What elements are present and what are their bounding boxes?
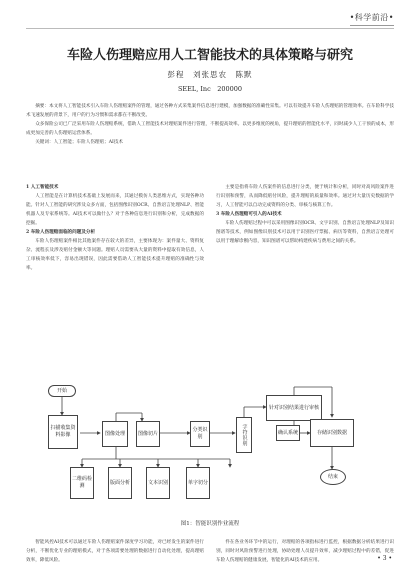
abstract xyxy=(26,102,394,147)
page-number: • 3 • xyxy=(377,555,392,562)
node-confirm: 确认系统 xyxy=(276,425,300,441)
paragraph: 件在各业务环节中的运行，对理赔的各项指标进行监控，根据数据分析结果进行识别，同时对风险预警进行处理，协助处理人员提升效率，减少理赔过程中的差错，促进车险人伤理赔的健康发展，智能化的AI技术的应用。 xyxy=(216,540,394,563)
node-end: 结束 xyxy=(320,469,346,485)
node-qr-detect: 二维码检测 xyxy=(70,467,94,499)
node-char-rec: 字符识别 xyxy=(236,417,252,453)
bottom-left-column xyxy=(26,538,204,565)
keywords: 关键词：人工智能；车险人伤理赔；AI技术 xyxy=(35,140,124,145)
article-title: 车险人伤理赔应用人工智能技术的具体策略与研究 xyxy=(66,48,353,63)
paragraph: 车险人伤理赔过程中可以采用图像识别OCR、文字识别、自然语言处理NLP及知识图谱等技术，例如图像识别技术可以用于识别医疗票据、病历等资料，自然语言处理可以用于理解诊断内容，知识图谱可以帮助构建疾病与费用之间的关系。 xyxy=(216,221,394,244)
node-char-seg: 单字切分 xyxy=(186,467,210,499)
section-heading: 3 车险人伤理赔可引入的AI技术 xyxy=(216,212,282,217)
node-image-slice: 图像切片 xyxy=(136,421,160,447)
flowchart-figure xyxy=(40,373,380,523)
figure-caption: 图1：智能识别作业流程 xyxy=(180,521,240,527)
paragraph: 车险人伤理赔案件相比其他案件存在较大的差异，主要体现为：案件量大、资料复杂、流程长及涉及赔付金额大等问题。理赔人员需要从大量的资料中提取有效信息，人工审核效率低下，容易出现错误，因此需要借助人工智能技术提升理赔的准确性与效率。 xyxy=(26,239,204,271)
node-start: 开始 xyxy=(48,385,76,397)
article-affiliation: SEEL, Inc 200000 xyxy=(177,85,243,93)
paragraph: 智能风控AI技术可以通过车险人伤理赔案件深度学习功能，对已经发生的案件进行分析，不断优化专业的理赔模式，对于各项需要处理的数据进行自动化处理，提高理赔效率，降低风险。 xyxy=(26,540,204,563)
right-column xyxy=(216,183,394,246)
node-layout-analysis: 版面分析 xyxy=(108,467,132,499)
left-column xyxy=(26,183,204,273)
section-heading: 2 车险人伤理赔面临的问题及分析 xyxy=(26,230,96,235)
section-tag: •科学前沿• xyxy=(350,12,394,26)
node-recheck: 针对识别结果进行审核 xyxy=(266,395,322,421)
paragraph: 人工智能是在计算机技术基础上发展而来，其通过模仿人类思维方式，实现各种功能。针对人工智能的研究涉及众多方面，包括图像识别OCR、自然语言处理NLP、智能机器人及专家系统等。AI技术可以做什么？对于各种信息进行识别和分析，完成数据的挖掘。 xyxy=(26,194,204,226)
paragraph: 主要是指将车险人伤案件的信息进行分类，便于统计和分析，同时对高风险案件进行识别和预警，从而降低赔付风险，提升理赔的质量和效率。通过对大量历史数据的学习，人工智能可以自动完成资料的分类、审核与核算工作。 xyxy=(216,185,394,208)
section-heading: 1 人工智能技术 xyxy=(26,185,59,190)
header-divider xyxy=(26,28,394,29)
article-authors: 彭程 刘张思农 陈默 xyxy=(167,70,253,79)
flowchart-connectors xyxy=(40,373,380,523)
bottom-right-column xyxy=(216,538,394,565)
node-text-detect: 文本识别 xyxy=(146,467,170,499)
node-classify: 分类识别 xyxy=(190,421,210,447)
node-image-proc: 图像处理 xyxy=(102,421,128,447)
node-store: 存储识别数据 xyxy=(310,419,354,447)
abstract-text: 摘要：本文将人工智能技术引入车险人伤理赔案件的管理，通过各种方式采集案件信息进行建模，加强数据的准确性采集。可以有效提升车险人伤理赔的管理效率。在车险科学技术飞速发展的背景下，用户的行为习惯和需求都在不断改变。 xyxy=(26,104,394,118)
abstract-text-2: 众多保险公司已广泛采用车险人伤理赔系统，借助人工智能技术对理赔案件进行管理，不断提高效率。以更多维度的视角，提升理赔的智能化水平，同时减少人工干预的成本，形成更加完善的人伤理赔运营体系。 xyxy=(26,122,394,136)
node-scan-docs: 扫描收集资料影像 xyxy=(48,415,78,449)
